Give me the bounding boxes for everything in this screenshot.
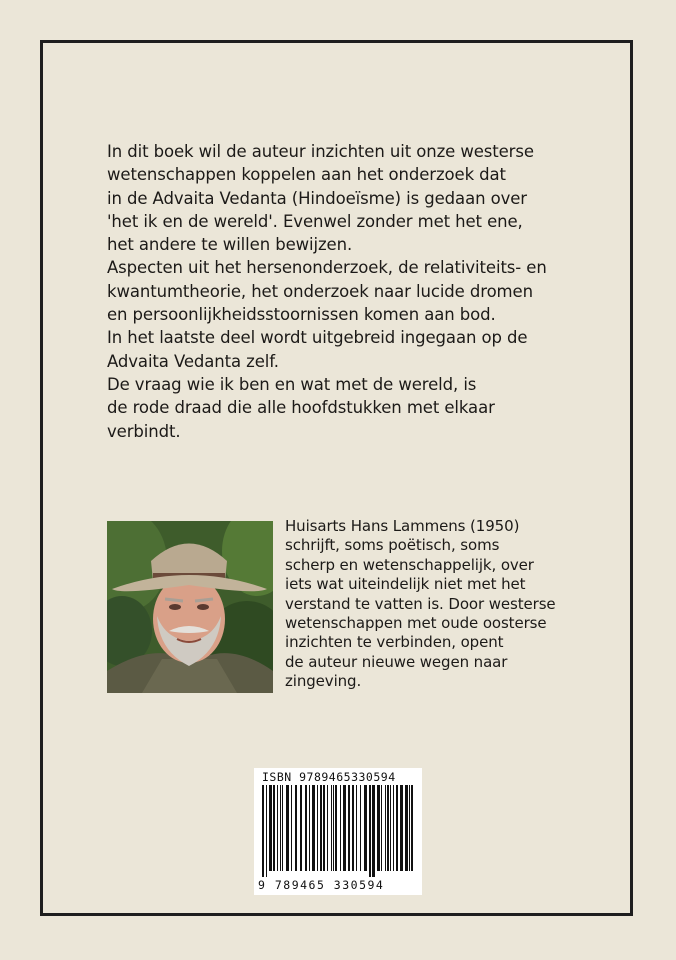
bio-line: zingeving. — [285, 672, 362, 691]
barcode-bar — [411, 785, 413, 871]
bio-line: Huisarts Hans Lammens (1950) — [285, 517, 520, 535]
barcode-bar — [385, 785, 386, 871]
blurb-line: 'het ik en de wereld'. Evenwel zonder met het ene, — [107, 211, 523, 231]
bio-line: inzichten te verbinden, opent — [285, 633, 504, 652]
barcode-bar — [266, 785, 267, 877]
barcode-bar — [340, 785, 341, 871]
barcode-bar — [295, 785, 297, 871]
barcode-bar — [393, 785, 394, 871]
barcode-bar — [262, 785, 264, 877]
barcode-bar — [280, 785, 281, 871]
barcode-bar — [400, 785, 403, 871]
blurb-line: wetenschappen koppelen aan het onderzoek dat — [107, 165, 506, 185]
barcode-bar — [312, 785, 315, 871]
barcode-bar — [277, 785, 278, 871]
barcode-bar — [335, 785, 337, 871]
barcode-bar — [356, 785, 357, 871]
barcode-bar — [333, 785, 334, 871]
barcode-bar — [323, 785, 325, 871]
blurb-line: In dit boek wil de auteur inzichten uit onze westerse — [107, 142, 534, 161]
blurb-line: de rode draad die alle hoofdstukken met elkaar — [107, 398, 495, 418]
barcode-bar — [282, 785, 283, 871]
barcode-bar — [377, 785, 380, 871]
blurb-line: De vraag wie ik ben en wat met de wereld, is — [107, 374, 477, 394]
barcode-bar — [372, 785, 375, 877]
barcode-bar — [286, 785, 289, 871]
bio-line: verstand te vatten is. Door westerse — [285, 594, 556, 613]
bio-line: de auteur nieuwe wegen naar — [285, 652, 508, 671]
barcode-bar — [273, 785, 275, 871]
barcode-bars — [262, 785, 414, 877]
barcode-bar — [387, 785, 389, 871]
blurb-line: in de Advaita Vedanta (Hindoeïsme) is gedaan over — [107, 188, 527, 208]
isbn-label: ISBN 9789465330594 — [262, 770, 396, 784]
blurb-line: In het laatste deel wordt uitgebreid ingegaan op de — [107, 328, 528, 348]
blurb-line: Aspecten uit het hersenonderzoek, de relativiteits- en — [107, 258, 547, 278]
bio-line: schrijft, soms poëtisch, soms — [285, 536, 500, 555]
barcode-bar — [309, 785, 310, 871]
barcode-bar — [300, 785, 302, 871]
barcode-bar — [360, 785, 361, 871]
barcode-bar — [269, 785, 272, 871]
barcode-bar — [396, 785, 398, 871]
isbn-barcode — [254, 768, 422, 895]
bio-line: scherp en wetenschappelijk, over — [285, 555, 534, 574]
barcode-bar — [320, 785, 322, 871]
barcode-bar — [305, 785, 307, 871]
barcode-bar — [381, 785, 382, 871]
blurb-line: Advaita Vedanta zelf. — [107, 351, 279, 371]
barcode-bar — [369, 785, 371, 877]
barcode-bar — [343, 785, 346, 871]
bio-line: wetenschappen met oude oosterse — [285, 614, 547, 633]
barcode-bar — [352, 785, 354, 871]
barcode-bar — [331, 785, 332, 871]
barcode-bar — [405, 785, 408, 871]
barcode-bar — [390, 785, 391, 871]
barcode-bar — [327, 785, 328, 871]
blurb-line: en persoonlijkheidsstoornissen komen aan bod. — [107, 305, 496, 325]
blurb-line: kwantumtheorie, het onderzoek naar lucide dromen — [107, 281, 533, 301]
barcode-bar — [409, 785, 410, 871]
blurb-line: verbindt. — [107, 421, 181, 441]
barcode-bar — [348, 785, 350, 871]
book-blurb — [107, 140, 577, 443]
barcode-bar — [291, 785, 292, 871]
isbn-digits: 9 789465 330594 — [258, 878, 385, 892]
blurb-line: het andere te willen bewijzen. — [107, 235, 353, 255]
bio-line: iets wat uiteindelijk niet met het — [285, 575, 526, 594]
barcode-bar — [364, 785, 367, 871]
author-photo — [107, 521, 273, 693]
author-bio — [285, 517, 605, 692]
barcode-bar — [317, 785, 318, 871]
